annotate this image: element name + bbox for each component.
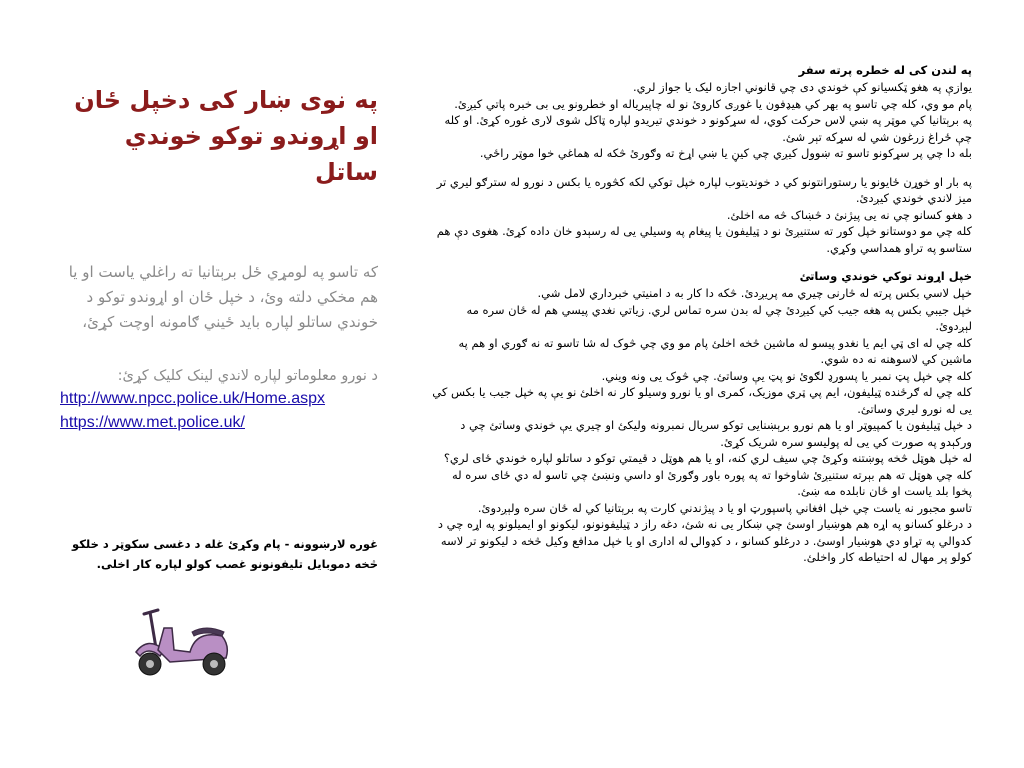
- spacer: [432, 162, 972, 174]
- paragraph: بله دا چي پر سړکونو تاسو ته ښوول کیږي چي کیڼ یا ښي اړخ ته وګورئ څکه له هماغي خوا موټر راځي.: [479, 146, 972, 160]
- spacer: [432, 256, 972, 268]
- paragraph: په بار او خوړن ځایونو یا رستورانتونو کي د خوندیتوب لپاره خپل توکي لکه کڅوره یا بکس د نورو له سترګو لیري تر میز لاندي خوندي کیږدئ.: [436, 174, 972, 205]
- right-column: [432, 62, 972, 742]
- paragraph: کله چي مو دوستانو خپل کور ته ستنیږئ نو د ټیلیفون یا پیغام په وسیلي یی له رسېدو خان داده کړئ. هغوی دې هم ستاسو په تراو همداسي وکړي.: [436, 224, 972, 255]
- links-label: د نورو معلوماتو لپاره لاندي لینک کلیک کړئ:: [117, 368, 378, 384]
- paragraph: کله چي هوټل ته هم بېرته ستنیږئ شاوخوا ته په پوره باور وګورئ او داسي ونښئ چي تاسو له دي ځای سره له پخوا بلد یاست او ځان نابلده مه ښئ.: [451, 467, 972, 498]
- section-title-belongings: خپل اړوند توکي خوندي وساتئ: [799, 269, 972, 283]
- title-line-1: په نوی ښار کی دخپل ځان: [74, 86, 378, 114]
- paragraph: پام مو وي، کله چي تاسو په بهر کي هیډفون یا غوږی کاروئ نو له چاپیریاله او خطرونو یی بی خبره پاتي کیږئ.: [454, 96, 972, 111]
- title-line-2: او اړوندو توکو خوندي ساتل: [124, 122, 378, 186]
- scooter-icon: [126, 600, 236, 680]
- paragraph: له خپل هوټل څخه پوښتنه وکړئ چي سیف لري کنه، او یا هم هوټل د قیمتي توکو د ساتلو لپاره خوندي ځای لري؟: [443, 451, 972, 465]
- page-title: [60, 82, 378, 190]
- paragraph: خپل جیبي بکس په هغه جیب کي کیږدئ چي له بدن سره تماس لري. زیاتي نغدي پیسي هم له ځان سره مه لېږدوئ.: [466, 302, 972, 333]
- paragraph: یوازې په هغو ټکسیانو کې خوندي دی چي قانوني اجازه لیک یا جواز لري.: [632, 80, 972, 94]
- paragraph: تاسو مجبور نه یاست چي خپل افغاني پاسپورټ او یا د پیژندني کارت په برېتانیا کي له ځان سره ولېږدوئ.: [477, 500, 972, 515]
- paragraph: په برېتانیا کي موټر په ښي لاس حرکت کوي، له سړکونو د خوندي تیریدو لپاره ټاکل شوی لاری غوره کړئ. او کله چې ځراغ زرغون شي له سړکه تېر شئ.: [444, 113, 972, 144]
- section-title-travel: په لندن کی له خطره پرته سفر: [798, 63, 972, 77]
- paragraph: کله چي له ګرځنده ټیلیفون، ایم پي ټري موزیک، کمری او یا نورو وسیلو کار نه اخلئ نو یې په خپل جیب یا بکس کي یی له نورو لیري وساتئ.: [432, 385, 972, 416]
- paragraph: کله چي خپل پټ نمبر یا پسورډ لګوئ نو پټ یې وساتئ. چي څوک یی ونه ویني.: [601, 368, 972, 383]
- paragraph: د هغو کسانو چي نه یی پیژنئ د څښاک څه مه اخلئ.: [726, 207, 972, 222]
- met-police-link[interactable]: https://www.met.police.uk/: [60, 414, 245, 431]
- tip-caption: غوره لارښوونه - پام وکړئ غله د دغسی سکوټر د خلکو څخه دموبایل تلیفونونو غصب کولو لپاره کار اخلی.: [71, 537, 378, 571]
- npcc-link[interactable]: http://www.npcc.police.uk/Home.aspx: [60, 390, 326, 407]
- paragraph: خپل لاسي بکس پرته له څارنی چیري مه پریږدئ. څکه دا کار به د امنیتي خبرداري لامل شي.: [537, 286, 972, 300]
- intro-text: که تاسو په لومړي ځل برېتانیا ته راغلي یاست او یا هم مخکي دلته وئ، د خپل ځان او اړوندو توکو د خوندي ساتلو لپاره باید ځیني ګامونه اوچت کړئ،: [68, 263, 378, 331]
- paragraph: د خپل ټیلیفون یا کمپیوټر او یا هم نورو برېښنایی توکو سریال نمبرونه ولیکئ او چیري یې خوندي وساتئ چي د ورکېدو په صورت کي یی له پولیسو سره شریک کړئ.: [460, 418, 972, 449]
- paragraph: د درغلو کسانو په اړه هم هوښیار اوسئ چي ښکار یی نه شئ، دغه راز د ټیلیفونونو، لیکونو او ایمیلونو په اړه چي د کدوالي په تړاو دي هوښیار اوسئ. د درغلو کسانو ، د کډوالۍ له اداری او یا خپل مدافع وکیل څخه د لیکونو تر لاسه کولو پر مهال له احتیاطه کار واخلئ.: [437, 517, 972, 564]
- paragraph: کله چي له ای ټي ایم یا نغدو پیسو له ماشین څخه اخلئ پام مو وي چي څوک له شا تاسو ته نه ګوري او هم په ماشین کي لاسوهنه نه ده شوي.: [458, 335, 972, 366]
